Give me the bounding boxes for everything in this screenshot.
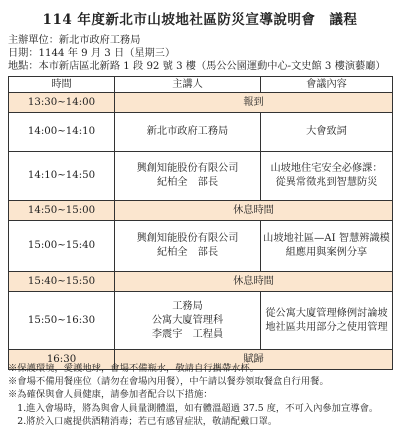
table-row [9, 221, 393, 272]
table-row [9, 272, 393, 292]
row-content [261, 221, 393, 272]
row-merged-label: 賦歸 [115, 350, 393, 370]
header-time: 時間 [9, 77, 115, 93]
note-line: ※為確保與會人員健康，請參加者配合以下措施： [8, 389, 213, 401]
date-line: 日期：1144 年 9 月 3 日（星期三） [8, 48, 176, 59]
content-line: 山坡地住宅安全必修課： [270, 163, 383, 174]
speaker-line: 紀柏全 部長 [156, 247, 219, 258]
content-line: 從公寓大廈管理條例討論坡 [265, 307, 388, 319]
location-line: 地點：本市新店區北新路 1 段 92 號 3 樓（馬公公園運動中心-文史館 3 樓演藝廳） [8, 61, 386, 72]
header-content: 會議內容 [261, 77, 393, 93]
row-time: 16:30 [9, 350, 115, 370]
row-time: 14:10~14:50 [9, 152, 115, 201]
row-content [261, 113, 393, 152]
row-time: 15:40~15:50 [9, 272, 115, 292]
note-line: ※會場不備用餐座位（請勿在會場內用餐），中午請以餐券領取餐盒自行用餐。 [8, 376, 329, 388]
content-line: 組應用與案例分享 [285, 247, 368, 258]
row-merged-label: 報到 [115, 93, 393, 113]
content-line: 大會致詞 [306, 126, 347, 137]
speaker-line: 紀柏全 部長 [156, 177, 219, 188]
row-speaker [115, 221, 261, 272]
table-row [9, 292, 393, 350]
row-speaker [115, 113, 261, 152]
table-header-row [9, 77, 393, 93]
row-merged-label: 休息時間 [115, 272, 393, 292]
row-speaker [115, 292, 261, 350]
speaker-line: 興創知能股份有限公司 [136, 163, 239, 174]
row-merged-label: 休息時間 [115, 201, 393, 221]
content-line: 地社區共用部分之使用管理 [265, 321, 388, 333]
row-content [261, 152, 393, 201]
agenda-table [8, 76, 393, 370]
content-line: 山坡地社區—AI 智慧辨識模 [263, 233, 390, 244]
row-time: 13:30~14:00 [9, 93, 115, 113]
table-row [9, 152, 393, 201]
notes-section [8, 362, 394, 428]
speaker-line: 工務局 [172, 300, 203, 312]
header-speaker: 主講人 [115, 77, 261, 93]
row-time: 14:00~14:10 [9, 113, 115, 152]
note-line: ※保護環境，愛護地球，會場不備瓶水，敬請自行攜帶水杯。 [8, 363, 260, 374]
row-time: 15:50~16:30 [9, 292, 115, 350]
note-line: 2.將於入口處提供酒精消毒；若已有感冒症狀，敬請配戴口罩。 [8, 415, 278, 427]
table-row [9, 93, 393, 113]
speaker-line: 李震宇 工程員 [151, 328, 224, 340]
table-row [9, 201, 393, 221]
row-time: 14:50~15:00 [9, 201, 115, 221]
row-time: 15:00~15:40 [9, 221, 115, 272]
organizer-line: 主辦單位：新北市政府工務局 [8, 35, 141, 46]
content-line: 從異常徵兆到智慧防災 [275, 177, 378, 188]
note-line: 1.進入會場時，將為與會人員量測體溫，如有體溫超過 37.5 度，不可入內參加宣導會。 [8, 402, 379, 414]
row-speaker [115, 152, 261, 201]
table-row [9, 113, 393, 152]
row-content [261, 292, 393, 350]
speaker-line: 公寓大廈管理科 [151, 314, 224, 326]
speaker-line: 興創知能股份有限公司 [136, 233, 239, 244]
document-title: 114 年度新北市山坡地社區防災宣導說明會 議程 [42, 12, 358, 28]
speaker-line: 新北市政府工務局 [146, 126, 229, 137]
